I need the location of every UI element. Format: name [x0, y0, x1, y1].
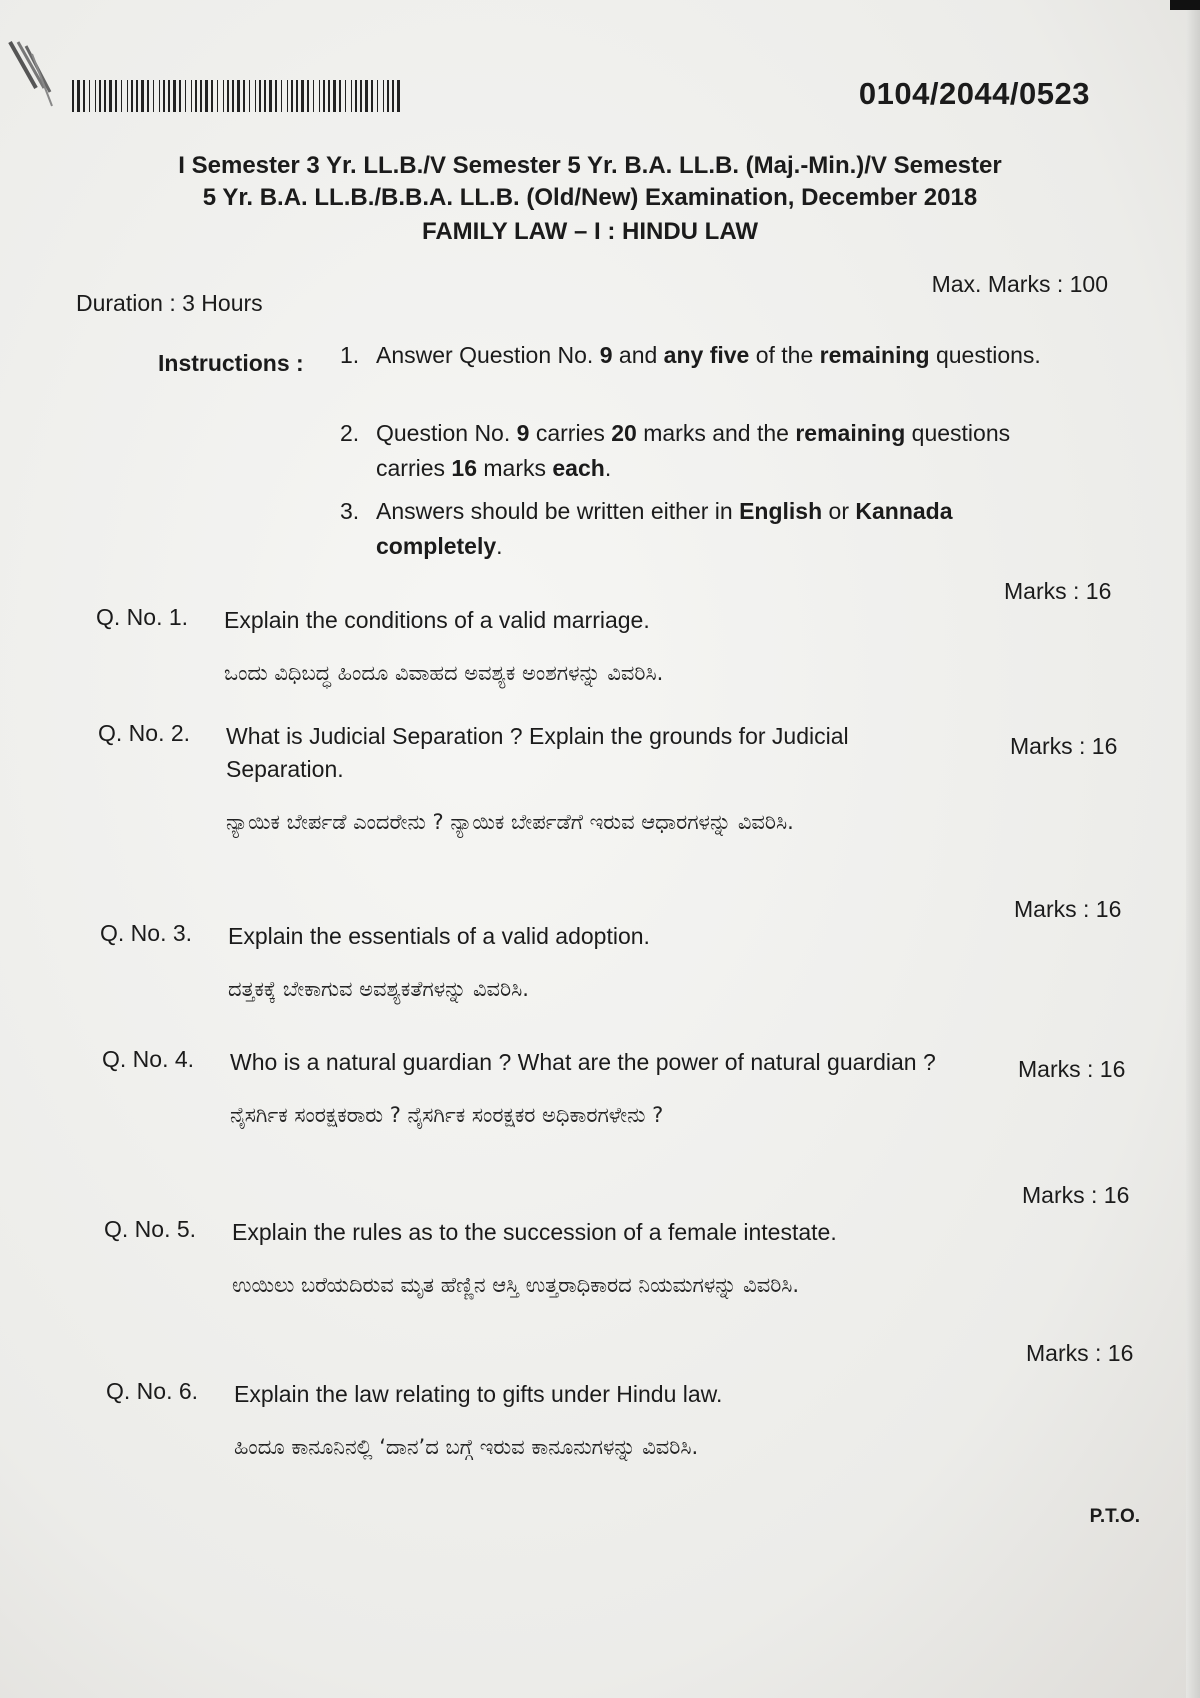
paper-code: 0104/2044/0523	[858, 76, 1090, 111]
corner-mark	[1170, 0, 1200, 10]
instruction-2	[340, 416, 1080, 486]
question-text-english: What is Judicial Separation ? Explain the grounds for Judicial Separation.	[226, 723, 849, 782]
question-text-kannada: ದತ್ತಕಕ್ಕೆ ಬೇಕಾಗುವ ಅವಶ್ಯಕತೆಗಳನ್ನು ವಿವರಿಸಿ.	[228, 977, 529, 1001]
instruction-number: 1.	[340, 342, 360, 368]
question-label: Q. No. 6.	[106, 1378, 199, 1404]
question-4-marks: Marks : 16	[1018, 1056, 1126, 1082]
question-5	[104, 1216, 992, 1307]
question-label: Q. No. 4.	[102, 1046, 195, 1072]
question-text-kannada: ಹಿಂದೂ ಕಾನೂನಿನಲ್ಲಿ ‘ದಾನ’ದ ಬಗ್ಗೆ ಇರುವ ಕಾನೂನುಗಳನ್ನು ವಿವರಿಸಿ.	[234, 1435, 699, 1459]
question-label: Q. No. 2.	[98, 720, 191, 746]
instruction-text: Question No. 9 carries 20 marks and the remaining questions carries 16 marks each.	[376, 420, 1011, 481]
question-text-kannada: ನೈಸರ್ಗಿಕ ಸಂರಕ್ಷಕರಾರು ? ನೈಸರ್ಗಿಕ ಸಂರಕ್ಷಕರ ಅಧಿಕಾರಗಳೇನು ?	[230, 1103, 664, 1127]
question-text-english: Explain the law relating to gifts under Hindu law.	[234, 1381, 723, 1407]
question-1-marks: Marks : 16	[1004, 578, 1112, 604]
instructions-label: Instructions :	[158, 350, 304, 376]
exam-title-line-2: 5 Yr. B.A. LL.B./B.B.A. LL.B. (Old/New) Examination, December 2018	[202, 184, 978, 211]
question-text-kannada: ಒಂದು ವಿಧಿಬದ್ಧ ಹಿಂದೂ ವಿವಾಹದ ಅವಶ್ಯಕ ಅಂಶಗಳನ್ನು ವಿವರಿಸಿ.	[224, 661, 664, 685]
question-1	[96, 604, 984, 695]
barcode	[72, 80, 402, 112]
instruction-number: 3.	[340, 498, 360, 524]
question-text-kannada: ನ್ಯಾಯಿಕ ಬೇರ್ಪಡೆ ಎಂದರೇನು ? ನ್ಯಾಯಿಕ ಬೇರ್ಪಡೆಗೆ ಇರುವ ಆಧಾರಗಳನ್ನು ವಿವರಿಸಿ.	[226, 810, 794, 834]
question-text-kannada: ಉಯಿಲು ಬರೆಯದಿರುವ ಮೃತ ಹೆಣ್ಣಿನ ಆಸ್ತಿ ಉತ್ತರಾಧಿಕಾರದ ನಿಯಮಗಳನ್ನು ವಿವರಿಸಿ.	[232, 1273, 800, 1297]
max-marks: Max. Marks : 100	[931, 271, 1108, 297]
question-text-english: Explain the rules as to the succession of a female intestate.	[232, 1219, 837, 1245]
instruction-number: 2.	[340, 420, 360, 446]
question-3-marks: Marks : 16	[1014, 896, 1122, 922]
question-label: Q. No. 3.	[100, 920, 193, 946]
instruction-text: Answers should be written either in English or Kannada completely.	[376, 498, 953, 559]
subject-title: FAMILY LAW – I : HINDU LAW	[421, 218, 758, 245]
scan-edge-marks	[6, 40, 54, 110]
question-label: Q. No. 1.	[96, 604, 189, 630]
duration: Duration : 3 Hours	[76, 290, 263, 316]
question-3	[100, 920, 988, 1011]
instruction-1	[340, 338, 1080, 373]
question-text-english: Who is a natural guardian ? What are the power of natural guardian ?	[230, 1049, 936, 1075]
question-4	[102, 1046, 990, 1137]
page-edge-shadow	[1186, 0, 1200, 1698]
question-2	[98, 720, 986, 844]
question-6-marks: Marks : 16	[1026, 1340, 1134, 1366]
instruction-3	[340, 494, 1080, 564]
question-text-english: Explain the conditions of a valid marriage.	[224, 607, 650, 633]
please-turn-over: P.T.O.	[1089, 1506, 1140, 1527]
question-5-marks: Marks : 16	[1022, 1182, 1130, 1208]
exam-title-line-1: I Semester 3 Yr. LL.B./V Semester 5 Yr. B.A. LL.B. (Maj.-Min.)/V Semester	[178, 152, 1002, 179]
question-text-english: Explain the essentials of a valid adoption.	[228, 923, 650, 949]
question-label: Q. No. 5.	[104, 1216, 197, 1242]
question-6	[106, 1378, 994, 1469]
question-2-marks: Marks : 16	[1010, 733, 1118, 759]
instruction-text: Answer Question No. 9 and any five of the remaining questions.	[376, 342, 1041, 368]
